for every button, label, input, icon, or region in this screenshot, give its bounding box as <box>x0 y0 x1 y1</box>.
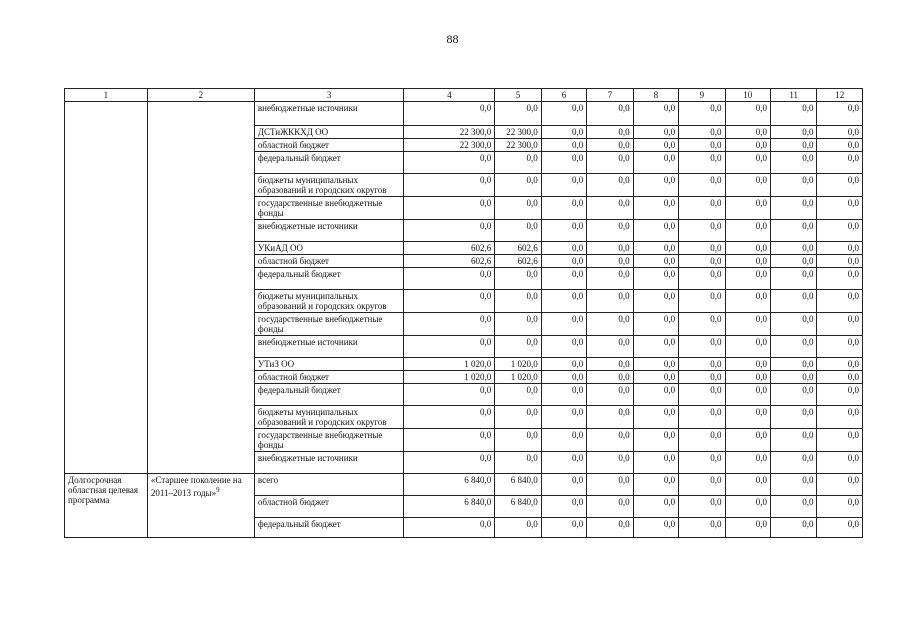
value-cell: 0,0 <box>633 452 678 474</box>
value-cell: 0,0 <box>771 429 817 452</box>
value-cell: 0,0 <box>725 358 770 371</box>
row-label: бюджеты муниципальных образований и городских округов <box>254 406 403 429</box>
header-cell: 7 <box>587 89 633 102</box>
value-cell: 0,0 <box>587 139 633 152</box>
value-cell: 0,0 <box>495 518 541 538</box>
row-label: федеральный бюджет <box>254 152 403 174</box>
value-cell: 0,0 <box>587 358 633 371</box>
value-cell: 0,0 <box>633 242 678 255</box>
value-cell: 0,0 <box>587 290 633 313</box>
value-cell: 0,0 <box>541 220 586 242</box>
row-label: внебюджетные источники <box>254 452 403 474</box>
value-cell: 0,0 <box>679 496 725 518</box>
row-label: внебюджетные источники <box>254 220 403 242</box>
value-cell: 0,0 <box>725 429 770 452</box>
value-cell: 0,0 <box>771 518 817 538</box>
value-cell: 0,0 <box>495 290 541 313</box>
row-label: федеральный бюджет <box>254 268 403 290</box>
value-cell: 0,0 <box>633 139 678 152</box>
row-label: областной бюджет <box>254 139 403 152</box>
header-row <box>65 89 863 102</box>
header-cell: 10 <box>725 89 770 102</box>
value-cell: 0,0 <box>541 102 586 126</box>
value-cell: 0,0 <box>725 152 770 174</box>
row-label: УКиАД ОО <box>254 242 403 255</box>
budget-table <box>64 88 863 538</box>
value-cell: 0,0 <box>817 290 863 313</box>
row-label: бюджеты муниципальных образований и городских округов <box>254 174 403 197</box>
program-name: «Старшее поколение на 2011–2013 годы» <box>150 475 242 498</box>
value-cell: 602,6 <box>404 242 495 255</box>
value-cell: 0,0 <box>633 268 678 290</box>
value-cell: 0,0 <box>817 429 863 452</box>
value-cell: 0,0 <box>495 268 541 290</box>
row-label: государственные внебюджетные фонды <box>254 197 403 220</box>
value-cell: 0,0 <box>771 452 817 474</box>
value-cell: 0,0 <box>587 518 633 538</box>
value-cell: 0,0 <box>725 371 770 384</box>
value-cell: 0,0 <box>679 429 725 452</box>
value-cell: 0,0 <box>817 102 863 126</box>
header-cell: 11 <box>771 89 817 102</box>
value-cell: 0,0 <box>587 174 633 197</box>
value-cell: 0,0 <box>633 290 678 313</box>
program-type-cell: Долгосрочная областная целевая программа <box>65 474 148 538</box>
value-cell: 0,0 <box>679 358 725 371</box>
value-cell: 0,0 <box>541 139 586 152</box>
value-cell: 0,0 <box>541 452 586 474</box>
value-cell: 0,0 <box>679 474 725 496</box>
value-cell: 0,0 <box>817 255 863 268</box>
value-cell: 0,0 <box>633 474 678 496</box>
value-cell: 0,0 <box>679 174 725 197</box>
value-cell: 0,0 <box>541 496 586 518</box>
value-cell: 0,0 <box>541 384 586 406</box>
value-cell: 0,0 <box>541 255 586 268</box>
value-cell: 0,0 <box>725 102 770 126</box>
value-cell: 0,0 <box>495 174 541 197</box>
row-label: внебюджетные источники <box>254 336 403 358</box>
value-cell: 0,0 <box>633 336 678 358</box>
value-cell: 0,0 <box>771 255 817 268</box>
value-cell: 0,0 <box>725 126 770 139</box>
value-cell: 0,0 <box>679 290 725 313</box>
value-cell: 0,0 <box>771 126 817 139</box>
value-cell: 0,0 <box>725 518 770 538</box>
value-cell: 0,0 <box>771 197 817 220</box>
value-cell: 0,0 <box>404 518 495 538</box>
value-cell: 0,0 <box>633 384 678 406</box>
header-cell: 3 <box>254 89 403 102</box>
value-cell: 0,0 <box>633 174 678 197</box>
value-cell: 0,0 <box>817 384 863 406</box>
value-cell: 0,0 <box>771 406 817 429</box>
program-name-cell <box>147 474 254 538</box>
value-cell: 0,0 <box>725 452 770 474</box>
value-cell: 1 020,0 <box>404 358 495 371</box>
value-cell: 0,0 <box>725 255 770 268</box>
header-cell: 5 <box>495 89 541 102</box>
row-label: федеральный бюджет <box>254 518 403 538</box>
row-label: внебюджетные источники <box>254 102 403 126</box>
value-cell: 0,0 <box>771 313 817 336</box>
value-cell: 0,0 <box>587 336 633 358</box>
value-cell: 0,0 <box>725 496 770 518</box>
value-cell: 0,0 <box>404 102 495 126</box>
value-cell: 0,0 <box>817 358 863 371</box>
value-cell: 6 840,0 <box>404 496 495 518</box>
header-cell: 8 <box>633 89 678 102</box>
value-cell: 6 840,0 <box>404 474 495 496</box>
value-cell: 0,0 <box>679 268 725 290</box>
value-cell: 0,0 <box>679 518 725 538</box>
value-cell: 0,0 <box>771 358 817 371</box>
value-cell: 0,0 <box>541 152 586 174</box>
value-cell: 0,0 <box>771 152 817 174</box>
row-label: областной бюджет <box>254 496 403 518</box>
value-cell: 0,0 <box>495 313 541 336</box>
value-cell: 0,0 <box>725 474 770 496</box>
value-cell: 0,0 <box>404 452 495 474</box>
page-number: 88 <box>446 32 459 46</box>
value-cell: 0,0 <box>771 268 817 290</box>
value-cell: 0,0 <box>771 102 817 126</box>
value-cell: 0,0 <box>404 336 495 358</box>
value-cell: 0,0 <box>541 336 586 358</box>
value-cell: 0,0 <box>633 126 678 139</box>
value-cell: 0,0 <box>679 452 725 474</box>
value-cell: 0,0 <box>771 220 817 242</box>
value-cell: 0,0 <box>633 220 678 242</box>
value-cell: 0,0 <box>725 313 770 336</box>
value-cell: 0,0 <box>771 496 817 518</box>
empty-merged-cell <box>147 102 254 474</box>
value-cell: 0,0 <box>495 197 541 220</box>
value-cell: 0,0 <box>679 126 725 139</box>
value-cell: 0,0 <box>541 290 586 313</box>
header-cell: 6 <box>541 89 586 102</box>
value-cell: 0,0 <box>679 255 725 268</box>
value-cell: 0,0 <box>679 139 725 152</box>
value-cell: 0,0 <box>633 496 678 518</box>
value-cell: 6 840,0 <box>495 474 541 496</box>
value-cell: 0,0 <box>771 474 817 496</box>
header-cell: 4 <box>404 89 495 102</box>
value-cell: 0,0 <box>679 336 725 358</box>
value-cell: 1 020,0 <box>495 358 541 371</box>
row-label: государственные внебюджетные фонды <box>254 429 403 452</box>
footnote-marker: 9 <box>216 486 220 494</box>
value-cell: 0,0 <box>541 474 586 496</box>
value-cell: 0,0 <box>725 242 770 255</box>
value-cell: 0,0 <box>633 406 678 429</box>
value-cell: 0,0 <box>495 384 541 406</box>
value-cell: 0,0 <box>541 268 586 290</box>
value-cell: 0,0 <box>771 174 817 197</box>
value-cell: 0,0 <box>541 429 586 452</box>
value-cell: 0,0 <box>725 384 770 406</box>
value-cell: 0,0 <box>771 242 817 255</box>
value-cell: 602,6 <box>495 255 541 268</box>
value-cell: 0,0 <box>817 197 863 220</box>
header-cell: 2 <box>147 89 254 102</box>
value-cell: 22 300,0 <box>404 126 495 139</box>
value-cell: 0,0 <box>404 174 495 197</box>
value-cell: 0,0 <box>633 152 678 174</box>
value-cell: 0,0 <box>587 384 633 406</box>
value-cell: 0,0 <box>404 429 495 452</box>
empty-merged-cell <box>65 102 148 474</box>
row-label: областной бюджет <box>254 255 403 268</box>
value-cell: 0,0 <box>725 174 770 197</box>
value-cell: 0,0 <box>679 406 725 429</box>
value-cell: 0,0 <box>404 197 495 220</box>
value-cell: 0,0 <box>495 406 541 429</box>
value-cell: 0,0 <box>587 126 633 139</box>
value-cell: 0,0 <box>404 220 495 242</box>
value-cell: 0,0 <box>404 268 495 290</box>
value-cell: 0,0 <box>587 313 633 336</box>
value-cell: 0,0 <box>817 496 863 518</box>
row-label: федеральный бюджет <box>254 384 403 406</box>
value-cell: 0,0 <box>817 152 863 174</box>
value-cell: 0,0 <box>679 152 725 174</box>
value-cell: 0,0 <box>541 406 586 429</box>
value-cell: 0,0 <box>725 139 770 152</box>
value-cell: 0,0 <box>587 220 633 242</box>
value-cell: 0,0 <box>725 406 770 429</box>
value-cell: 0,0 <box>817 220 863 242</box>
value-cell: 0,0 <box>541 197 586 220</box>
value-cell: 0,0 <box>679 384 725 406</box>
value-cell: 0,0 <box>495 429 541 452</box>
value-cell: 0,0 <box>404 384 495 406</box>
value-cell: 602,6 <box>495 242 541 255</box>
value-cell: 0,0 <box>771 336 817 358</box>
value-cell: 0,0 <box>679 197 725 220</box>
value-cell: 0,0 <box>817 174 863 197</box>
value-cell: 0,0 <box>633 371 678 384</box>
value-cell: 0,0 <box>495 452 541 474</box>
value-cell: 0,0 <box>495 220 541 242</box>
value-cell: 0,0 <box>404 406 495 429</box>
row-label: ДСТиЖККХД ОО <box>254 126 403 139</box>
value-cell: 0,0 <box>587 255 633 268</box>
value-cell: 0,0 <box>587 268 633 290</box>
value-cell: 0,0 <box>817 242 863 255</box>
value-cell: 0,0 <box>633 313 678 336</box>
value-cell: 0,0 <box>587 152 633 174</box>
value-cell: 0,0 <box>679 102 725 126</box>
row-label: УТиЗ ОО <box>254 358 403 371</box>
table-row <box>65 474 863 496</box>
table-row <box>65 102 863 126</box>
value-cell: 6 840,0 <box>495 496 541 518</box>
value-cell: 0,0 <box>541 371 586 384</box>
value-cell: 0,0 <box>817 313 863 336</box>
value-cell: 0,0 <box>817 474 863 496</box>
row-label: государственные внебюджетные фонды <box>254 313 403 336</box>
value-cell: 0,0 <box>817 518 863 538</box>
value-cell: 0,0 <box>404 152 495 174</box>
value-cell: 0,0 <box>587 197 633 220</box>
value-cell: 0,0 <box>771 290 817 313</box>
value-cell: 0,0 <box>633 518 678 538</box>
value-cell: 0,0 <box>633 358 678 371</box>
value-cell: 0,0 <box>587 496 633 518</box>
value-cell: 0,0 <box>587 371 633 384</box>
value-cell: 0,0 <box>541 313 586 336</box>
value-cell: 0,0 <box>817 371 863 384</box>
value-cell: 0,0 <box>817 126 863 139</box>
value-cell: 0,0 <box>725 268 770 290</box>
value-cell: 0,0 <box>541 126 586 139</box>
value-cell: 0,0 <box>679 220 725 242</box>
value-cell: 0,0 <box>725 290 770 313</box>
row-label: бюджеты муниципальных образований и городских округов <box>254 290 403 313</box>
row-label: всего <box>254 474 403 496</box>
value-cell: 0,0 <box>817 139 863 152</box>
value-cell: 0,0 <box>679 313 725 336</box>
value-cell: 0,0 <box>587 242 633 255</box>
value-cell: 22 300,0 <box>404 139 495 152</box>
header-cell: 1 <box>65 89 148 102</box>
value-cell: 0,0 <box>633 429 678 452</box>
value-cell: 0,0 <box>771 371 817 384</box>
value-cell: 0,0 <box>404 313 495 336</box>
value-cell: 0,0 <box>679 371 725 384</box>
value-cell: 0,0 <box>679 242 725 255</box>
value-cell: 0,0 <box>541 518 586 538</box>
header-cell: 12 <box>817 89 863 102</box>
value-cell: 0,0 <box>817 268 863 290</box>
value-cell: 0,0 <box>587 429 633 452</box>
value-cell: 0,0 <box>633 255 678 268</box>
value-cell: 0,0 <box>404 290 495 313</box>
header-cell: 9 <box>679 89 725 102</box>
value-cell: 0,0 <box>495 102 541 126</box>
value-cell: 0,0 <box>817 406 863 429</box>
value-cell: 0,0 <box>587 452 633 474</box>
value-cell: 0,0 <box>495 152 541 174</box>
value-cell: 22 300,0 <box>495 139 541 152</box>
value-cell: 0,0 <box>771 139 817 152</box>
row-label: областной бюджет <box>254 371 403 384</box>
value-cell: 0,0 <box>541 358 586 371</box>
value-cell: 0,0 <box>817 336 863 358</box>
value-cell: 0,0 <box>633 197 678 220</box>
value-cell: 0,0 <box>495 336 541 358</box>
value-cell: 0,0 <box>541 242 586 255</box>
value-cell: 1 020,0 <box>404 371 495 384</box>
value-cell: 22 300,0 <box>495 126 541 139</box>
value-cell: 0,0 <box>587 474 633 496</box>
value-cell: 0,0 <box>633 102 678 126</box>
value-cell: 0,0 <box>587 102 633 126</box>
value-cell: 0,0 <box>725 336 770 358</box>
value-cell: 602,6 <box>404 255 495 268</box>
value-cell: 1 020,0 <box>495 371 541 384</box>
value-cell: 0,0 <box>725 197 770 220</box>
value-cell: 0,0 <box>541 174 586 197</box>
value-cell: 0,0 <box>587 406 633 429</box>
value-cell: 0,0 <box>771 384 817 406</box>
value-cell: 0,0 <box>725 220 770 242</box>
value-cell: 0,0 <box>817 452 863 474</box>
